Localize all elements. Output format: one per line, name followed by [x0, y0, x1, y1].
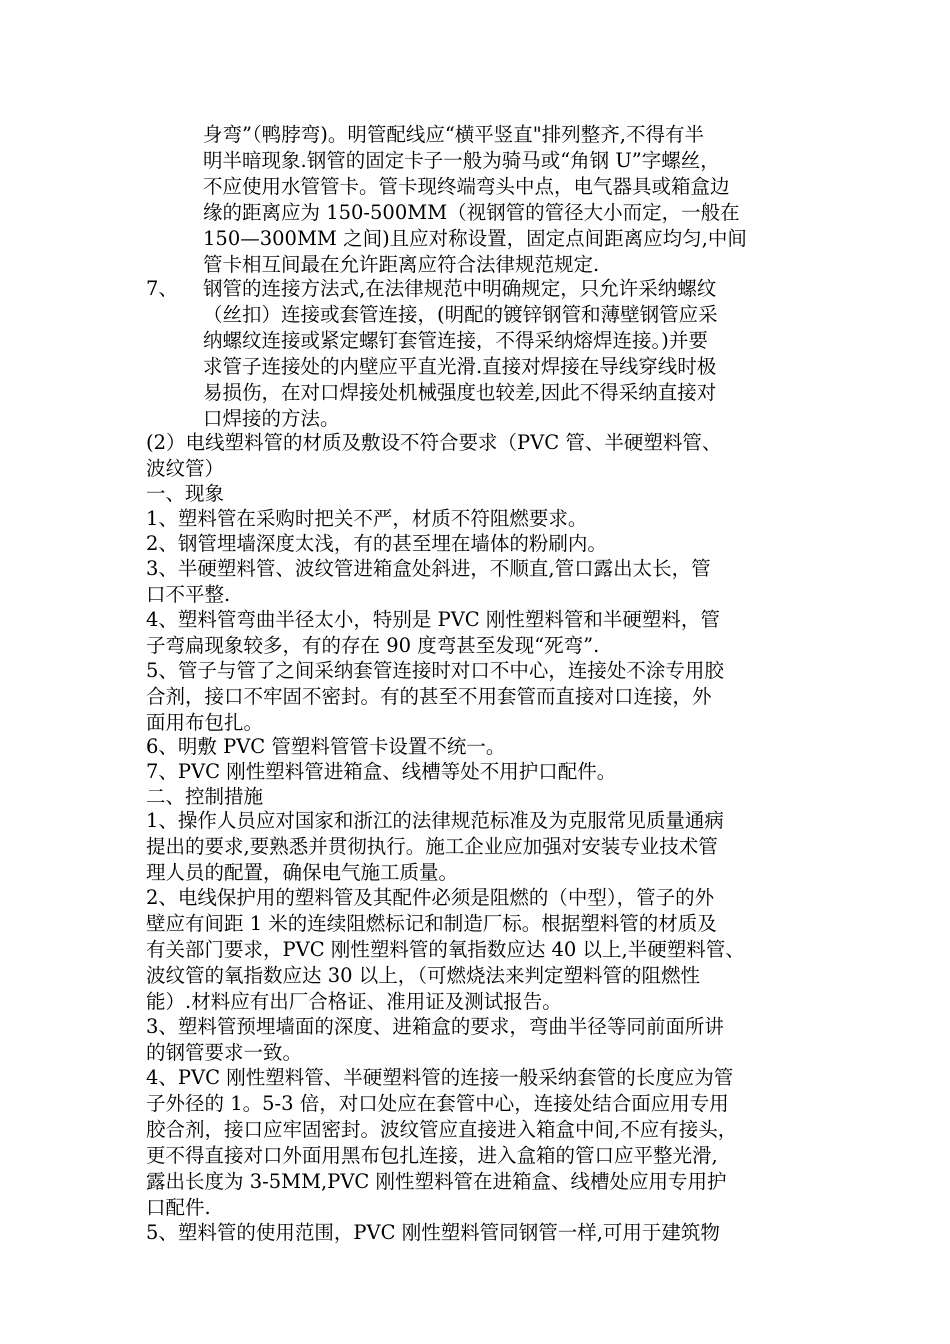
- text-line: 口不平整.: [146, 583, 231, 606]
- text-line: 纳螺纹连接或紧定螺钉套管连接，不得采纳熔焊连接。)并要: [203, 329, 708, 352]
- subsection-heading: 一、现象: [146, 482, 225, 505]
- text-line: 150—300MM 之间)且应对称设置，固定点间距离应均匀,中间: [203, 227, 747, 250]
- text-line: 3、半硬塑料管、波纹管进箱盒处斜进，不顺直,管口露出太长，管: [146, 557, 711, 580]
- text-line: 提出的要求,要熟悉并贯彻执行。施工企业应加强对安装专业技术管: [146, 835, 718, 858]
- text-line: 4、PVC 刚性塑料管、半硬塑料管的连接一般采纳套管的长度应为管: [146, 1066, 734, 1089]
- text-line: 1、操作人员应对国家和浙江的法律规范标准及为克服常见质量通病: [146, 809, 724, 832]
- text-line: 管卡相互间最在允许距离应符合法律规范规定.: [203, 253, 600, 276]
- subsection-heading: 二、控制措施: [146, 785, 264, 808]
- text-line: （丝扣）连接或套管连接，(明配的镀锌钢管和薄壁钢管应采: [203, 303, 718, 326]
- text-line: 露出长度为 3-5MM,PVC 刚性塑料管在进箱盒、线槽处应用专用护: [146, 1170, 727, 1193]
- text-line: 更不得直接对口外面用黑布包扎连接，进入盒箱的管口应平整光滑,: [146, 1144, 718, 1167]
- text-line: 身弯”（鸭脖弯)。明管配线应“横平竖直"排列整齐,不得有半: [203, 123, 704, 146]
- text-line: 钢管的连接方法式,在法律规范中明确规定，只允许采纳螺纹: [203, 277, 717, 300]
- text-line: 明半暗现象.钢管的固定卡子一般为骑马或“角钢 U”字螺丝，: [203, 149, 720, 172]
- text-line: 5、管子与管了之间采纳套管连接时对口不中心，连接处不涂专用胶: [146, 659, 724, 682]
- text-line: 2、电线保护用的塑料管及其配件必须是阻燃的（中型），管子的外: [146, 886, 715, 909]
- text-line: 面用布包扎。: [146, 711, 264, 734]
- text-line: 不应使用水管管卡。管卡现终端弯头中点，电气器具或箱盒边: [203, 175, 730, 198]
- text-line: 4、塑料管弯曲半径太小，特别是 PVC 刚性塑料管和半硬塑料，管: [146, 608, 720, 631]
- text-line: 6、明敷 PVC 管塑料管管卡设置不统一。: [146, 735, 506, 758]
- text-line: 子弯扁现象较多，有的存在 90 度弯甚至发现“死弯”.: [146, 634, 600, 657]
- text-line: 的钢管要求一致。: [146, 1041, 303, 1064]
- section-heading: 波纹管）: [146, 457, 225, 480]
- text-line: 缘的距离应为 150-500MM（视钢管的管径大小而定，一般在: [203, 201, 740, 224]
- text-line: 口焊接的方法。: [203, 407, 340, 430]
- text-line: 胶合剂，接口应牢固密封。波纹管应直接进入箱盒中间,不应有接头，: [146, 1118, 738, 1141]
- text-line: 壁应有间距 1 米的连续阻燃标记和制造厂标。根据塑料管的材质及: [146, 912, 717, 935]
- text-line: 子外径的 1。5-3 倍，对口处应在套管中心，连接处结合面应用专用: [146, 1092, 729, 1115]
- text-line: 有关部门要求，PVC 刚性塑料管的氧指数应达 40 以上,半硬塑料管、: [146, 938, 745, 961]
- text-line: 5、塑料管的使用范围，PVC 刚性塑料管同钢管一样,可用于建筑物: [146, 1221, 720, 1244]
- text-line: 求管子连接处的内壁应平直光滑.直接对焊接在导线穿线时极: [203, 355, 717, 378]
- list-number: 7、: [146, 277, 178, 300]
- text-line: 合剂，接口不牢固不密封。有的甚至不用套管而直接对口连接，外: [146, 685, 712, 708]
- text-line: 易损伤，在对口焊接处机械强度也较差,因此不得采纳直接对: [203, 381, 717, 404]
- text-line: 1、塑料管在采购时把关不严，材质不符阻燃要求。: [146, 507, 588, 530]
- section-heading: (2）电线塑料管的材质及敷设不符合要求（PVC 管、半硬塑料管、: [146, 431, 722, 454]
- text-line: 理人员的配置，确保电气施工质量。: [146, 861, 459, 884]
- text-line: 波纹管的氧指数应达 30 以上，（可燃烧法来判定塑料管的阻燃性: [146, 964, 700, 987]
- text-line: 3、塑料管预埋墙面的深度、进箱盒的要求，弯曲半径等同前面所讲: [146, 1015, 724, 1038]
- text-line: 口配件.: [146, 1196, 211, 1219]
- text-line: 2、钢管埋墙深度太浅，有的甚至埋在墙体的粉刷内。: [146, 532, 607, 555]
- text-line: 能）.材料应有出厂合格证、准用证及测试报告。: [146, 990, 562, 1013]
- text-line: 7、PVC 刚性塑料管进箱盒、线槽等处不用护口配件。: [146, 760, 617, 783]
